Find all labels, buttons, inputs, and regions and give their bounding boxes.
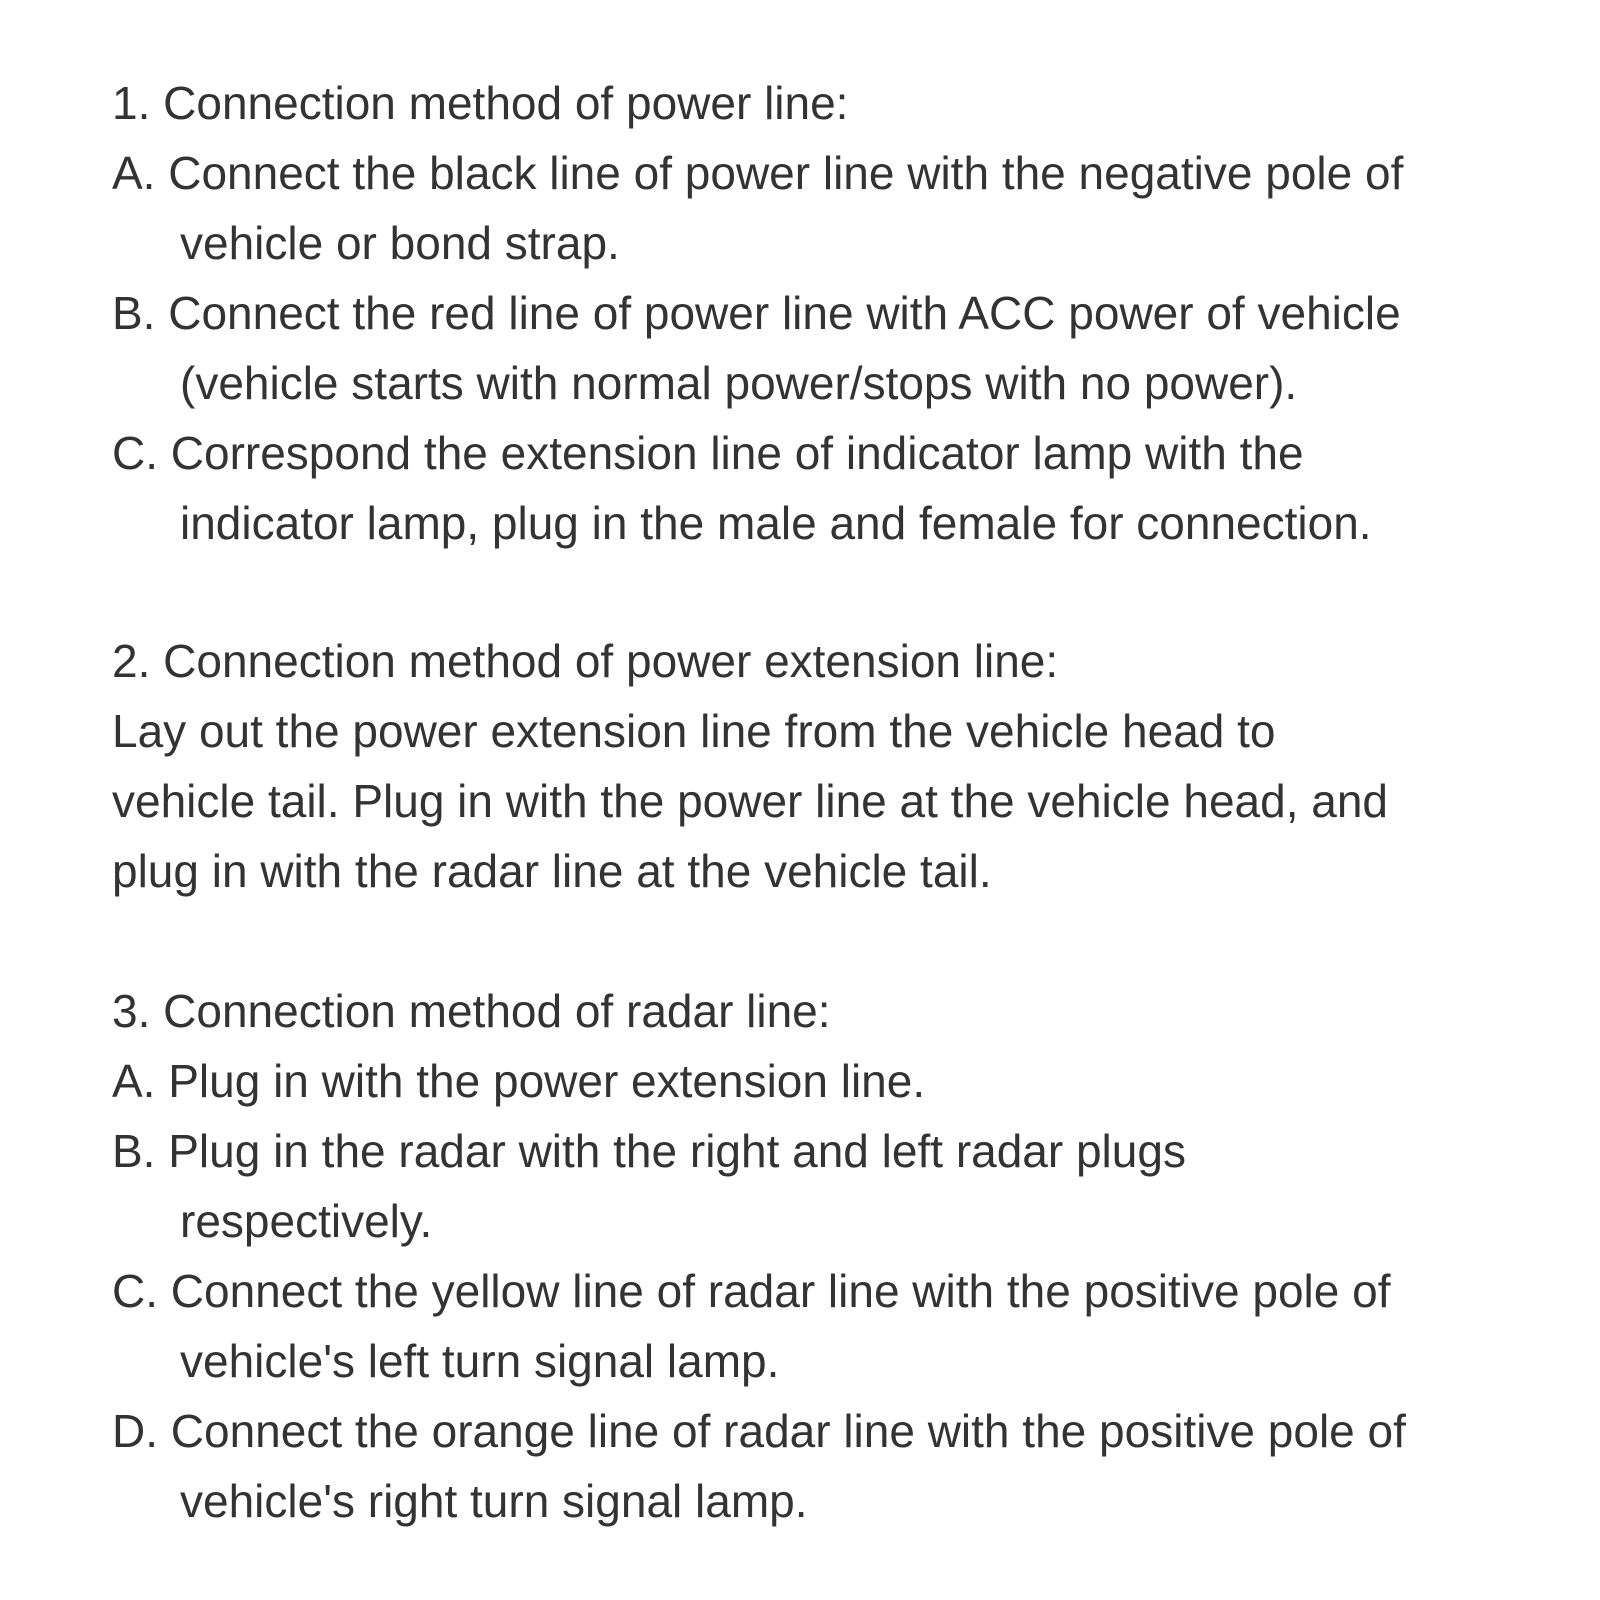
item-c-text: C. Connect the yellow line of radar line with the positive pole of [112, 1265, 1391, 1317]
section-radar-line [112, 976, 1552, 1536]
item-c-text: C. Correspond the extension line of indicator lamp with the [112, 427, 1304, 479]
item-a-continuation: vehicle or bond strap. [180, 217, 620, 269]
section-spacer [112, 906, 1552, 976]
item-d-continuation: vehicle's right turn signal lamp. [180, 1475, 808, 1527]
item-b-continuation: respectively. [180, 1195, 433, 1247]
section-heading: 3. Connection method of radar line: [112, 985, 831, 1037]
section-spacer [112, 558, 1552, 626]
item-b-text: B. Plug in the radar with the right and left radar plugs [112, 1125, 1186, 1177]
item-a-text: A. Connect the black line of power line with the negative pole of [112, 147, 1404, 199]
section-power-line [112, 68, 1552, 558]
item-d-text: D. Connect the orange line of radar line with the positive pole of [112, 1405, 1406, 1457]
section-heading: 2. Connection method of power extension line: [112, 635, 1059, 687]
instructions-document [112, 68, 1552, 1536]
paragraph-line: vehicle tail. Plug in with the power line at the vehicle head, and [112, 775, 1389, 827]
item-c-continuation: vehicle's left turn signal lamp. [180, 1335, 780, 1387]
paragraph-line: Lay out the power extension line from the vehicle head to [112, 705, 1276, 757]
section-heading: 1. Connection method of power line: [112, 77, 849, 129]
item-b-text: B. Connect the red line of power line with ACC power of vehicle [112, 287, 1401, 339]
paragraph-line: plug in with the radar line at the vehicle tail. [112, 845, 992, 897]
item-a-text: A. Plug in with the power extension line. [112, 1055, 926, 1107]
item-c-continuation: indicator lamp, plug in the male and female for connection. [180, 497, 1372, 549]
section-power-extension-line [112, 626, 1552, 906]
item-b-continuation: (vehicle starts with normal power/stops with no power). [180, 357, 1298, 409]
